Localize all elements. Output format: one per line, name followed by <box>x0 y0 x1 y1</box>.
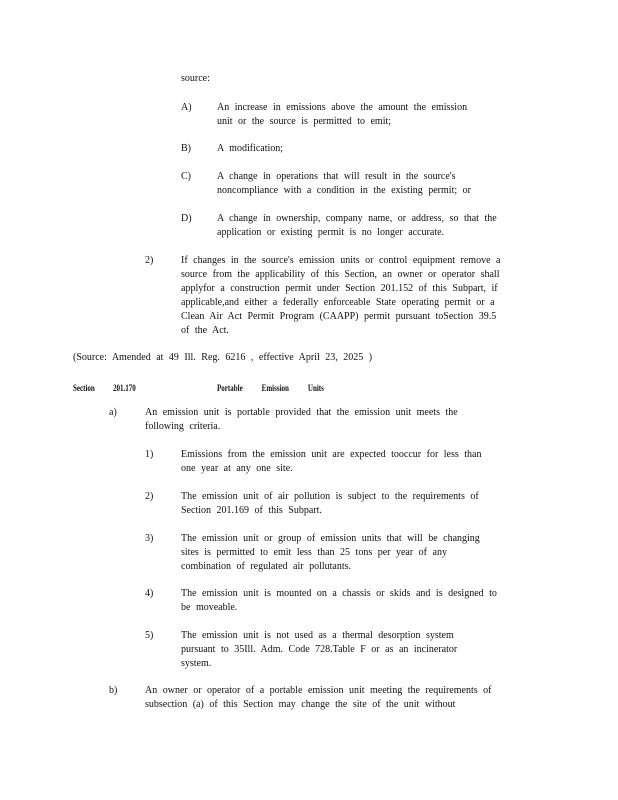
list-item-text: A change in operations that will result in the source's noncompliance with a condition in the existing permit; or <box>217 171 471 196</box>
criteria-label: 3) <box>145 533 154 544</box>
list-item-label: D) <box>181 213 192 224</box>
subsection-text: An owner or operator of a portable emission unit meeting the requirements of subsection (a) of this Section may change the site of the unit without <box>145 685 492 710</box>
criteria-text: The emission unit is not used as a thermal desorption system pursuant to 35Ill. Adm. Code 728.Table F or as an incinerator system. <box>181 630 458 669</box>
criteria-label: 2) <box>145 491 154 502</box>
list-item-label: A) <box>181 102 192 113</box>
list-item-label: 2) <box>145 255 154 266</box>
criteria-label: 4) <box>145 588 154 599</box>
list-item-text: An increase in emissions above the amount the emission unit or the source is permitted to emit; <box>217 102 468 127</box>
criteria-text: The emission unit or group of emission units that will be changing sites is permitted to emit less than 25 tons per year of any combination of regulated air pollutants. <box>181 533 480 572</box>
subsection-label: a) <box>109 407 117 418</box>
criteria-text: The emission unit of air pollution is subject to the requirements of Section 201.169 of this Subpart. <box>181 491 479 516</box>
list-item-text: A change in ownership, company name, or address, so that the application or existing permit is no longer accurate. <box>217 213 497 238</box>
subsection-text: An emission unit is portable provided that the emission unit meets the following criteria. <box>145 407 458 432</box>
criteria-text: The emission unit is mounted on a chassis or skids and is designed to be moveable. <box>181 588 497 613</box>
criteria-label: 1) <box>145 449 154 460</box>
list-item-label: C) <box>181 171 191 182</box>
section-title: Portable Emission Units <box>217 383 324 393</box>
section-number: 201.170 <box>113 383 136 393</box>
subsection-label: b) <box>109 685 118 696</box>
intro-text: source: <box>181 73 210 84</box>
list-item-text: A modification; <box>217 143 284 154</box>
criteria-label: 5) <box>145 630 154 641</box>
list-item-label: B) <box>181 143 191 154</box>
source-note: (Source: Amended at 49 Ill. Reg. 6216 , effective April 23, 2025 ) <box>73 352 373 363</box>
criteria-text: Emissions from the emission unit are expected tooccur for less than one year at any one site. <box>181 449 482 474</box>
paragraph: If changes in the source's emission units or control equipment remove a source from the applicability of this Section, an owner or operator shall applyfor a construction permit under Section 201.152 of this Subpart, if applicable,and either a federally enforceable State operating permit or a Clean Air Act Permit Program (CAAPP) permit pursuant toSection 39.5 of the Act. <box>181 255 501 336</box>
section-label: Section <box>73 383 95 393</box>
